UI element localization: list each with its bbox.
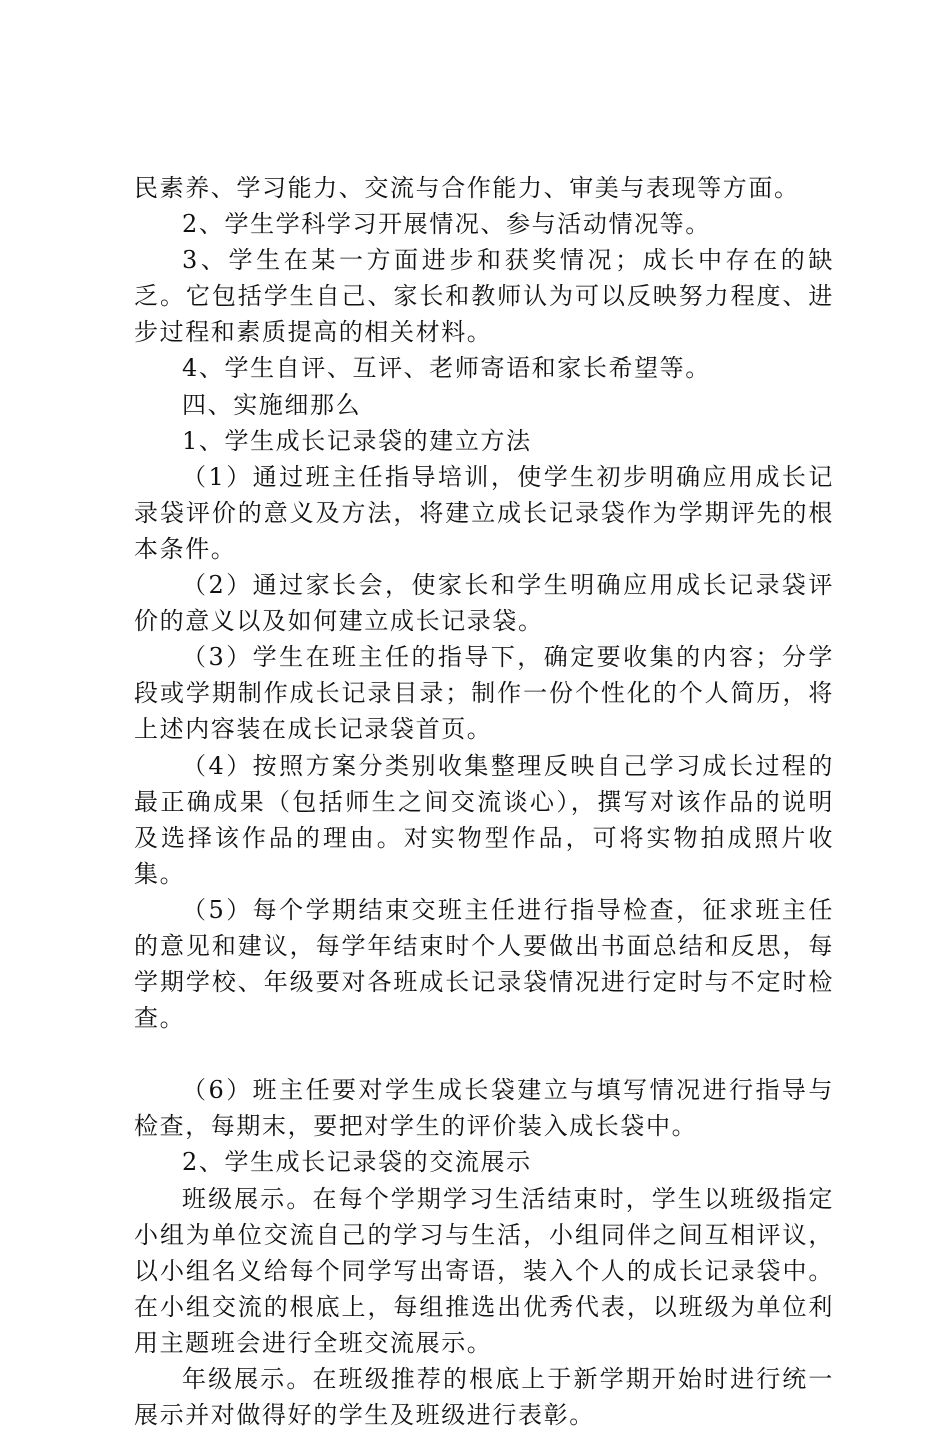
subsection-heading-1: 1、学生成长记录袋的建立方法: [182, 426, 532, 455]
document-body: [134, 170, 834, 1433]
paragraph-item-5: （5）每个学期结束交班主任进行指导检查，征求班主任的意见和建议，每学年结束时个人要做出书面总结和反思，每学期学校、年级要对各班成长记录袋情况进行定时与不定时检查。: [134, 895, 834, 1033]
paragraph-1: 民素养、学习能力、交流与合作能力、审美与表现等方面。: [134, 174, 800, 202]
paragraph-item-2: （2）通过家长会，使家长和学生明确应用成长记录袋评价的意义以及如何建立成长记录袋。: [134, 571, 834, 636]
blank-line: [134, 1036, 834, 1072]
paragraph-3: 3、学生在某一方面进步和获奖情况；成长中存在的缺乏。它包括学生自己、家长和教师认为可以反映努力程度、进步过程和素质提高的相关材料。: [134, 246, 834, 347]
paragraph-item-1: （1）通过班主任指导培训，使学生初步明确应用成长记录袋评价的意义及方法，将建立成长记录袋作为学期评先的根本条件。: [134, 462, 834, 563]
paragraph-4: 4、学生自评、互评、老师寄语和家长希望等。: [182, 354, 711, 383]
paragraph-class-display: 班级展示。在每个学期学习生活结束时，学生以班级指定小组为单位交流自己的学习与生活，小组同伴之间互相评议，以小组名义给每个同学写出寄语，装入个人的成长记录袋中。在小组交流的根底上，每组推选出优秀代表，以班级为单位利用主题班会进行全班交流展示。: [134, 1184, 834, 1357]
paragraph-grade-display: 年级展示。在班级推荐的根底上于新学期开始时进行统一展示并对做得好的学生及班级进行表彰。: [134, 1365, 834, 1430]
paragraph-item-6: （6）班主任要对学生成长袋建立与填写情况进行指导与检查，每期末，要把对学生的评价装入成长袋中。: [134, 1076, 834, 1141]
paragraph-2: 2、学生学科学习开展情况、参与活动情况等。: [182, 210, 711, 239]
paragraph-item-4: （4）按照方案分类别收集整理反映自己学习成长过程的最正确成果（包括师生之间交流谈心），撰写对该作品的说明及选择该作品的理由。对实物型作品，可将实物拍成照片收集。: [134, 751, 834, 888]
section-heading: 四、实施细那么: [182, 390, 362, 419]
paragraph-item-3: （3）学生在班主任的指导下，确定要收集的内容；分学段或学期制作成长记录目录；制作一份个性化的个人简历，将上述内容装在成长记录袋首页。: [134, 643, 834, 744]
subsection-heading-2: 2、学生成长记录袋的交流展示: [182, 1148, 532, 1177]
